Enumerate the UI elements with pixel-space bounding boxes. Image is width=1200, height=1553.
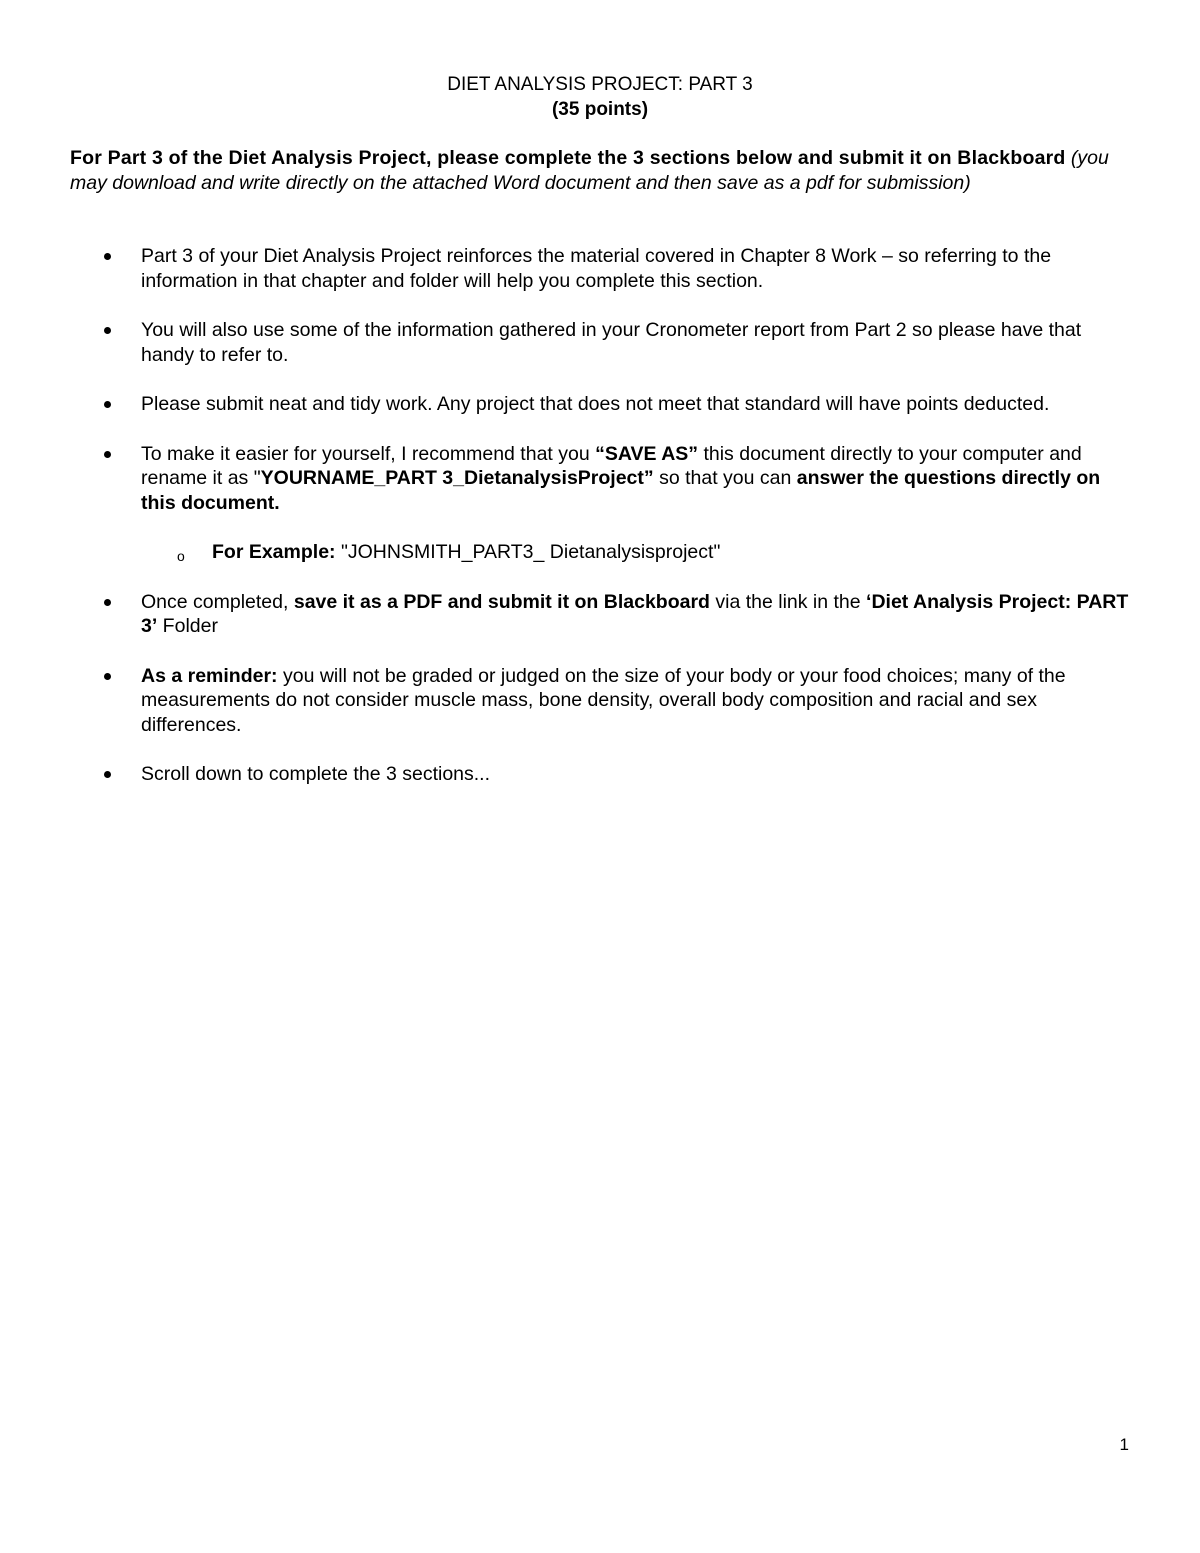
list-item	[0, 442, 1131, 516]
text-segment: you will not be graded or judged on the size of your body or your food choices; many of the measurements do not consider muscle mass, bone density, overall body composition and racial and sex differences.	[141, 664, 1066, 736]
text-segment: this document directly to your computer and rename it as "	[141, 442, 1082, 489]
text-segment: via the link in the	[709, 590, 867, 613]
list-item	[0, 590, 1131, 639]
text-segment: so that you can	[653, 467, 797, 489]
intro-paragraph	[70, 146, 1130, 195]
bullet-icon	[104, 451, 111, 458]
text-segment: Once completed,	[141, 590, 294, 613]
list-item	[0, 392, 1131, 417]
sub-list-item	[0, 540, 1132, 565]
answer-emphasis: answer the questions directly on this document.	[141, 467, 1101, 514]
save-as-emphasis: “SAVE AS”	[595, 442, 699, 465]
sub-bullet-icon: o	[177, 548, 185, 564]
bullet-text: You will also use some of the information gathered in your Cronometer report from Part 2 so please have that handy to refer to.	[141, 319, 1082, 366]
bullet-icon	[104, 771, 111, 778]
bullet-text: Part 3 of your Diet Analysis Project reinforces the material covered in Chapter 8 Work – so referring to the information in that chapter and folder will help you complete this section.	[141, 245, 1052, 292]
example-filename: "JOHNSMITH_PART3_ Dietanalysisproject"	[335, 541, 721, 563]
submit-emphasis: save it as a PDF and submit it on Blackboard	[293, 590, 710, 613]
bullet-icon	[104, 673, 111, 680]
bullet-icon	[104, 253, 111, 260]
example-label: For Example:	[212, 541, 336, 563]
bullet-text	[141, 443, 1100, 514]
document-title	[0, 72, 1200, 122]
page-number: 1	[1119, 1435, 1129, 1454]
bullet-icon	[104, 599, 111, 606]
bullet-text: Scroll down to complete the 3 sections...	[141, 763, 491, 785]
title-points: (35 points)	[551, 99, 649, 120]
list-item	[0, 318, 1131, 367]
list-item	[0, 244, 1131, 293]
intro-italic-text: (you may download and write directly on the attached Word document and then save as a pdf for submission)	[70, 147, 1109, 194]
sub-bullet-text	[212, 541, 720, 563]
list-item	[0, 762, 1131, 787]
text-segment: To make it easier for yourself, I recommend that you	[141, 442, 596, 465]
text-segment: Folder	[157, 615, 218, 637]
instruction-list	[0, 244, 1200, 812]
bullet-icon	[104, 327, 111, 334]
intro-bold-text: For Part 3 of the Diet Analysis Project, please complete the 3 sections below and submit it on Blackboard	[70, 147, 1066, 169]
filename-emphasis: YOURNAME_PART 3_DietanalysisProject”	[260, 467, 654, 489]
bullet-icon	[104, 401, 111, 408]
bullet-text	[141, 591, 1128, 638]
list-item	[0, 664, 1131, 738]
bullet-text	[141, 665, 1066, 736]
title-line-1: DIET ANALYSIS PROJECT: PART 3	[447, 74, 753, 95]
folder-emphasis: ‘Diet Analysis Project: PART 3’	[141, 590, 1129, 637]
bullet-text: Please submit neat and tidy work. Any project that does not meet that standard will have points deducted.	[141, 393, 1050, 415]
reminder-label: As a reminder:	[141, 664, 278, 687]
